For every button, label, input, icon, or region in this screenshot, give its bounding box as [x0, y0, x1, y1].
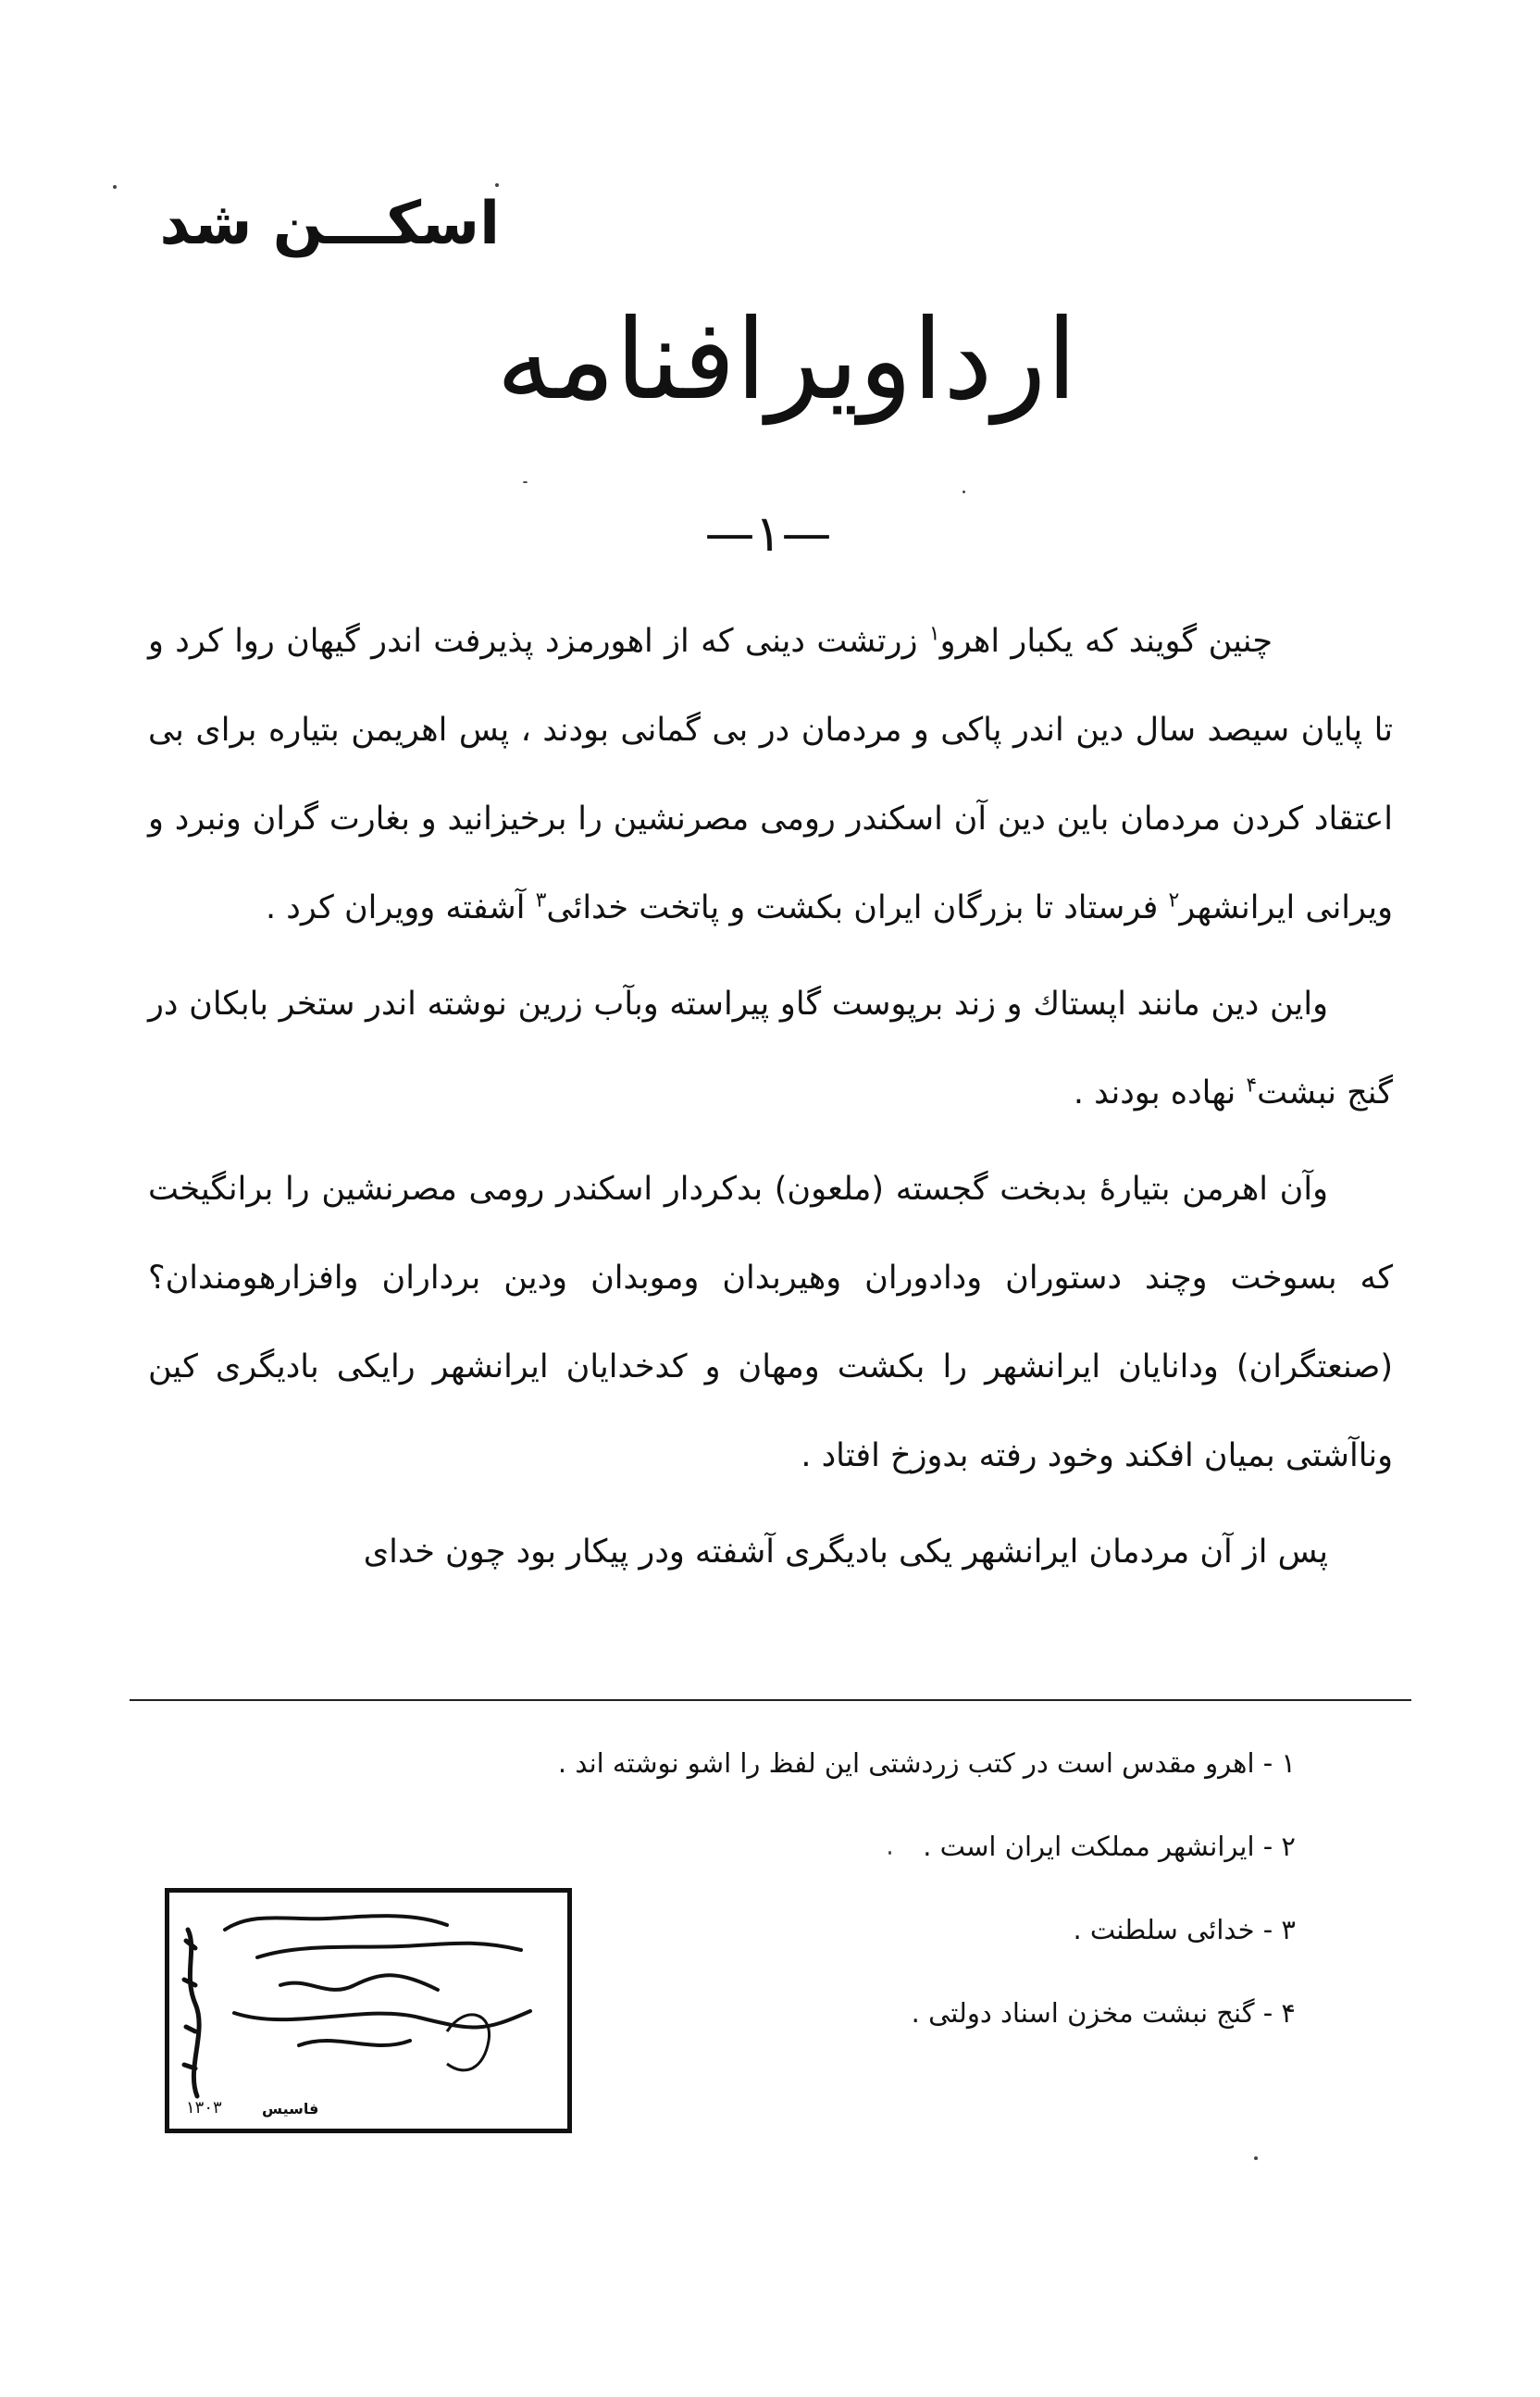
speck	[495, 183, 499, 187]
paragraph-1-text-e: آشفته وویران کرد .	[266, 889, 526, 926]
footnote-2: ۲ - ایرانشهر مملکت ایران است .	[923, 1831, 1296, 1862]
paragraph-1-text-b: زرتشت دینی که از اهورمزد	[544, 623, 918, 660]
footnote-mark-1: ۱	[928, 622, 940, 646]
footnote-mark-3: ۳	[535, 888, 547, 913]
handwritten-signature	[169, 1893, 567, 2129]
paragraph-1	[148, 597, 1393, 952]
paragraph-1-text-c: پذیرفت اندر گیهان روا کرد و تا پایان سیصد سال دین اندر پاکی و مردمان در بی گمانی بودند ، پس اهریمن بتیاره برای بی اعتقاد کردن مردمان باین دین آن اسکندر رومی مصرنشین را برخیزانید و بغارت گران ونبرد و ویرانی ایرانشهر	[148, 623, 1393, 926]
paragraph-2-text-a: واین دین مانند اپستاك و زند برپوست گاو پیراسته وبآب زرین نوشته اندر ستخر بابکان در گنج نبشت	[148, 986, 1393, 1112]
paragraph-4	[148, 1508, 1393, 1596]
paragraph-2	[148, 960, 1393, 1137]
footnote-4: ۴ - گنج نبشت مخزن اسناد دولتی .	[911, 1997, 1296, 2029]
stamp-date: ۱۳۰۳	[186, 2098, 222, 2118]
speck	[113, 185, 117, 189]
speck	[962, 491, 965, 493]
footnote-divider	[130, 1699, 1411, 1701]
footnote-1: ۱ - اهرو مقدس است در کتب زردشتی این لفظ را اشو نوشته اند .	[557, 1747, 1296, 1779]
paragraph-2-text-b: نهاده بودند .	[1073, 1074, 1236, 1112]
main-text	[148, 597, 1393, 1604]
speck	[523, 481, 528, 483]
paragraph-1-text-a: چنین گویند که یکبار اهرو	[939, 623, 1273, 660]
paragraph-3-text: وآن اهرمن بتیارهٔ بدبخت گجسته (ملعون) بدکردار اسکندر رومی مصرنشین را برانگیخت که بسوخت وچند دستوران ودادوران وهیربدان وموبدان ودین برداران وافزارهومندان؟ (صنعتگران) ودانایان ایرانشهر را بکشت ومهان و کدخدایان ایرانشهر رایکی بادیگری کین وناآشتی بمیان افکند وخود رفته بدوزخ افتاد .	[148, 1171, 1393, 1474]
speck	[888, 1851, 891, 1855]
section-number: —۱—	[704, 504, 832, 563]
stamp-label: فاسیس	[262, 2100, 319, 2118]
paragraph-3	[148, 1145, 1393, 1500]
footnote-3: ۳ - خدائی سلطنت .	[1073, 1914, 1296, 1945]
speck	[1254, 2156, 1258, 2160]
paragraph-1-text-d: فرستاد تا بزرگان ایران بکشت و پاتخت خدائی	[546, 889, 1159, 926]
footnote-mark-4: ۴	[1246, 1074, 1258, 1098]
scanned-stamp-text: اسکـــن شد	[159, 190, 500, 258]
page-title: ارداویرافنامه	[496, 296, 1077, 425]
paragraph-4-text: پس از آن مردمان ایرانشهر یکی بادیگری آشفته ودر پیکار بود چون خدای	[363, 1534, 1328, 1571]
library-stamp	[165, 1888, 572, 2133]
footnote-mark-2: ۲	[1168, 888, 1180, 913]
